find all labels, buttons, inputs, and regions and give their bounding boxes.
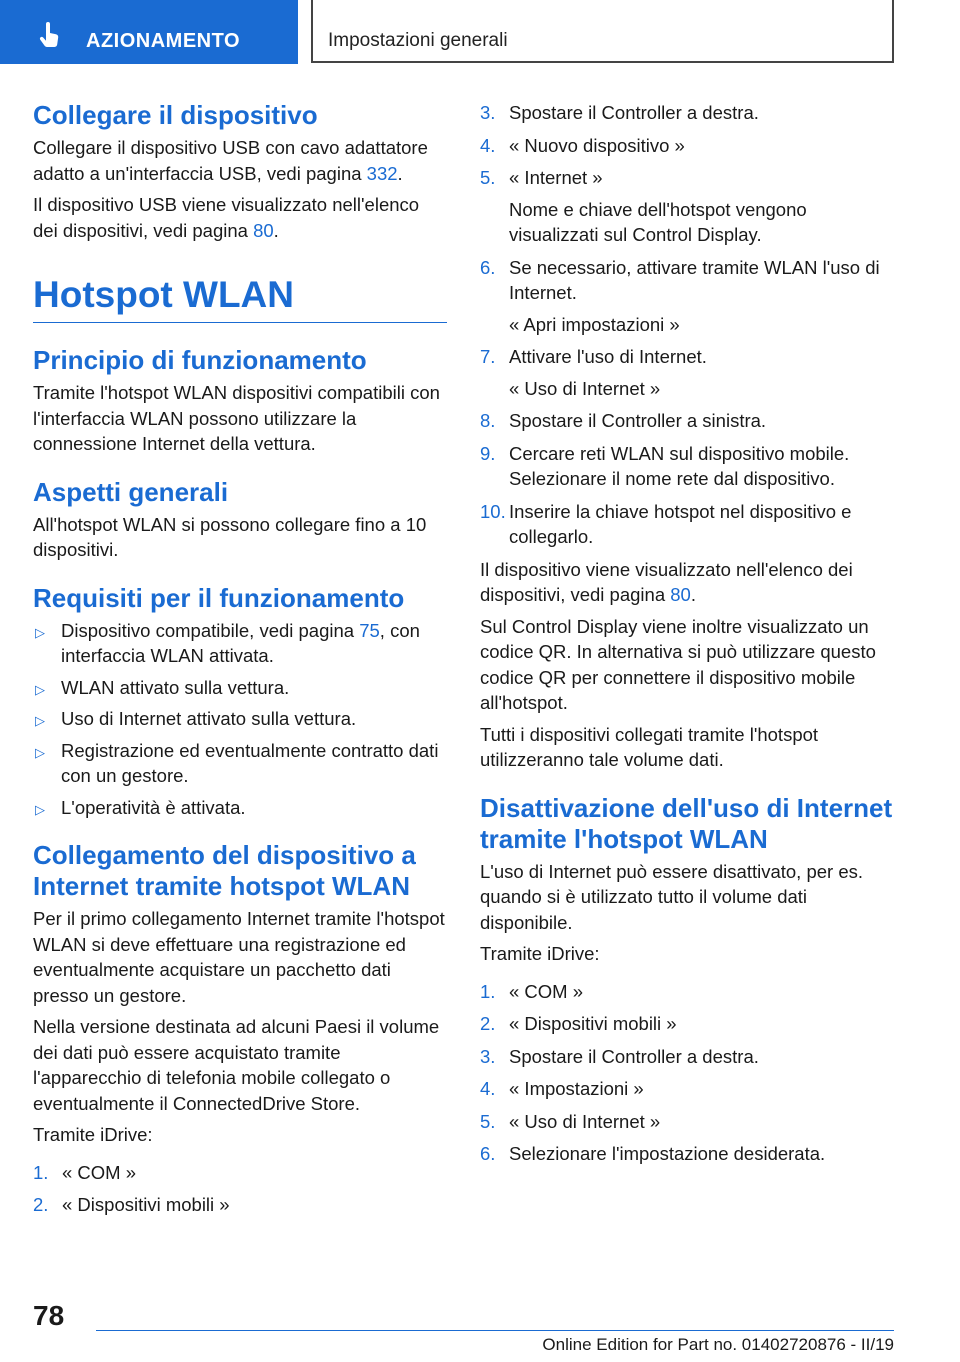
- link-paragraph-1: Per il primo collegamento Internet tramite l'hotspot WLAN si deve effettuare una registrazione ed eventualmente acquistare un pacchetto dati presso un gestore.: [33, 908, 445, 1006]
- list-item: 3. Spostare il Controller a destra.: [480, 102, 759, 123]
- general-heading: Aspetti generali: [33, 476, 229, 507]
- section-label: AZIONAMENTO: [86, 30, 241, 52]
- list-item: 2. « Dispositivi mobili »: [480, 1013, 677, 1034]
- list-item: 1. « COM »: [480, 980, 584, 1002]
- footer-divider: [96, 1330, 894, 1331]
- connect-paragraph-1: Collegare il dispositivo USB con cavo adattatore adatto a un'interfaccia USB, vedi pagina 332.: [33, 137, 428, 184]
- page-link[interactable]: 80: [253, 219, 274, 241]
- page-number: 78: [33, 1300, 65, 1331]
- list-item: ▷ WLAN attivato sulla vettura.: [35, 676, 290, 698]
- idrive-intro: Tramite iDrive:: [480, 943, 600, 964]
- list-item: 4. « Nuovo dispositivo »: [480, 134, 685, 156]
- general-text: All'hotspot WLAN si possono collegare fino a 10 dispositivi.: [33, 513, 427, 560]
- list-item: 1. « COM »: [33, 1161, 137, 1183]
- connect-heading: Collegare il dispositivo: [33, 100, 318, 130]
- section-tab: [0, 0, 298, 64]
- list-item: 5. « Uso di Internet »: [480, 1110, 661, 1132]
- list-item: 7. Attivare l'uso di Internet. « Uso di Internet »: [480, 346, 707, 399]
- disable-steps-list: [480, 979, 895, 1167]
- principle-text: Tramite l'hotspot WLAN dispositivi compatibili con l'interfaccia WLAN possono utilizzare la connessione Internet della vettura.: [33, 382, 440, 454]
- link-heading: Collegamento del dispositivo a Internet tramite hotspot WLAN: [33, 840, 416, 901]
- list-item: 10. Inserire la chiave hotspot nel dispositivo e collegarlo.: [480, 500, 852, 547]
- list-item: 5. « Internet » Nome e chiave dell'hotspot vengono visualizzati sul Control Display.: [480, 167, 807, 245]
- list-item: 6. Se necessario, attivare tramite WLAN l'uso di Internet. « Apri impostazioni »: [480, 256, 880, 335]
- triangle-bullet-icon: ▷: [35, 713, 45, 728]
- list-item: 4. « Impostazioni »: [480, 1078, 644, 1099]
- result-paragraph-3: Tutti i dispositivi collegati tramite l'hotspot utilizzeranno tale volume dati.: [480, 723, 819, 770]
- requirements-heading: Requisiti per il funzionamento: [33, 582, 405, 613]
- chapter-title: Impostazioni generali: [328, 30, 508, 51]
- edition-footer: Online Edition for Part no. 01402720876 - II/19: [542, 1335, 894, 1354]
- triangle-bullet-icon: ▷: [35, 744, 45, 760]
- list-item: 9. Cercare reti WLAN sul dispositivo mobile. Selezionare il nome rete dal dispositivo.: [480, 442, 850, 489]
- list-item: 6. Selezionare l'impostazione desiderata.: [480, 1143, 826, 1164]
- disable-text: L'uso di Internet può essere disattivato, per es. quando si è utilizzato tutto il volume dati disponibile.: [480, 860, 864, 933]
- page-link[interactable]: 332: [366, 162, 398, 184]
- list-item: ▷ Dispositivo compatibile, vedi pagina 75, con interfaccia WLAN attivata.: [35, 619, 420, 666]
- requirements-list: [33, 618, 447, 821]
- result-paragraph-1: Il dispositivo viene visualizzato nell'elenco dei dispositivi, vedi pagina 80.: [480, 558, 853, 605]
- page-link[interactable]: 75: [359, 619, 380, 641]
- triangle-bullet-icon: ▷: [35, 624, 45, 640]
- triangle-bullet-icon: ▷: [35, 801, 45, 817]
- idrive-intro: Tramite iDrive:: [33, 1124, 153, 1145]
- principle-heading: Principio di funzionamento: [33, 345, 367, 375]
- right-column: [480, 100, 895, 1174]
- chapter-header: [311, 0, 894, 63]
- list-item: ▷ Uso di Internet attivato sulla vettura.: [35, 708, 357, 729]
- hand-pointer-icon: [38, 22, 62, 48]
- list-item: ▷ Registrazione ed eventualmente contratto dati con un gestore.: [35, 739, 439, 786]
- triangle-bullet-icon: ▷: [35, 681, 45, 697]
- steps-list-continued: [480, 100, 895, 550]
- left-column: [33, 100, 447, 1225]
- hotspot-title: Hotspot WLAN: [33, 271, 447, 323]
- page-link[interactable]: 80: [670, 584, 691, 605]
- list-item: 2. « Dispositivi mobili »: [33, 1194, 230, 1215]
- connect-paragraph-2: Il dispositivo USB viene visualizzato nell'elenco dei dispositivi, vedi pagina 80.: [33, 194, 420, 241]
- link-paragraph-2: Nella versione destinata ad alcuni Paesi il volume dei dati può essere acquistato tramite l'apparecchio di telefonia mobile collegato o eventualmente il ConnectedDrive Store.: [33, 1016, 440, 1114]
- list-item: 8. Spostare il Controller a sinistra.: [480, 410, 767, 431]
- list-item: 3. Spostare il Controller a destra.: [480, 1045, 759, 1067]
- list-item: ▷ L'operatività è attivata.: [35, 796, 246, 818]
- result-paragraph-2: Sul Control Display viene inoltre visualizzato un codice QR. In alternativa si può utilizzare questo codice QR per connettere il dispositivo mobile all'hotspot.: [480, 615, 876, 713]
- disable-heading: Disattivazione dell'uso di Internet tramite l'hotspot WLAN: [480, 792, 893, 854]
- steps-list: [33, 1160, 447, 1218]
